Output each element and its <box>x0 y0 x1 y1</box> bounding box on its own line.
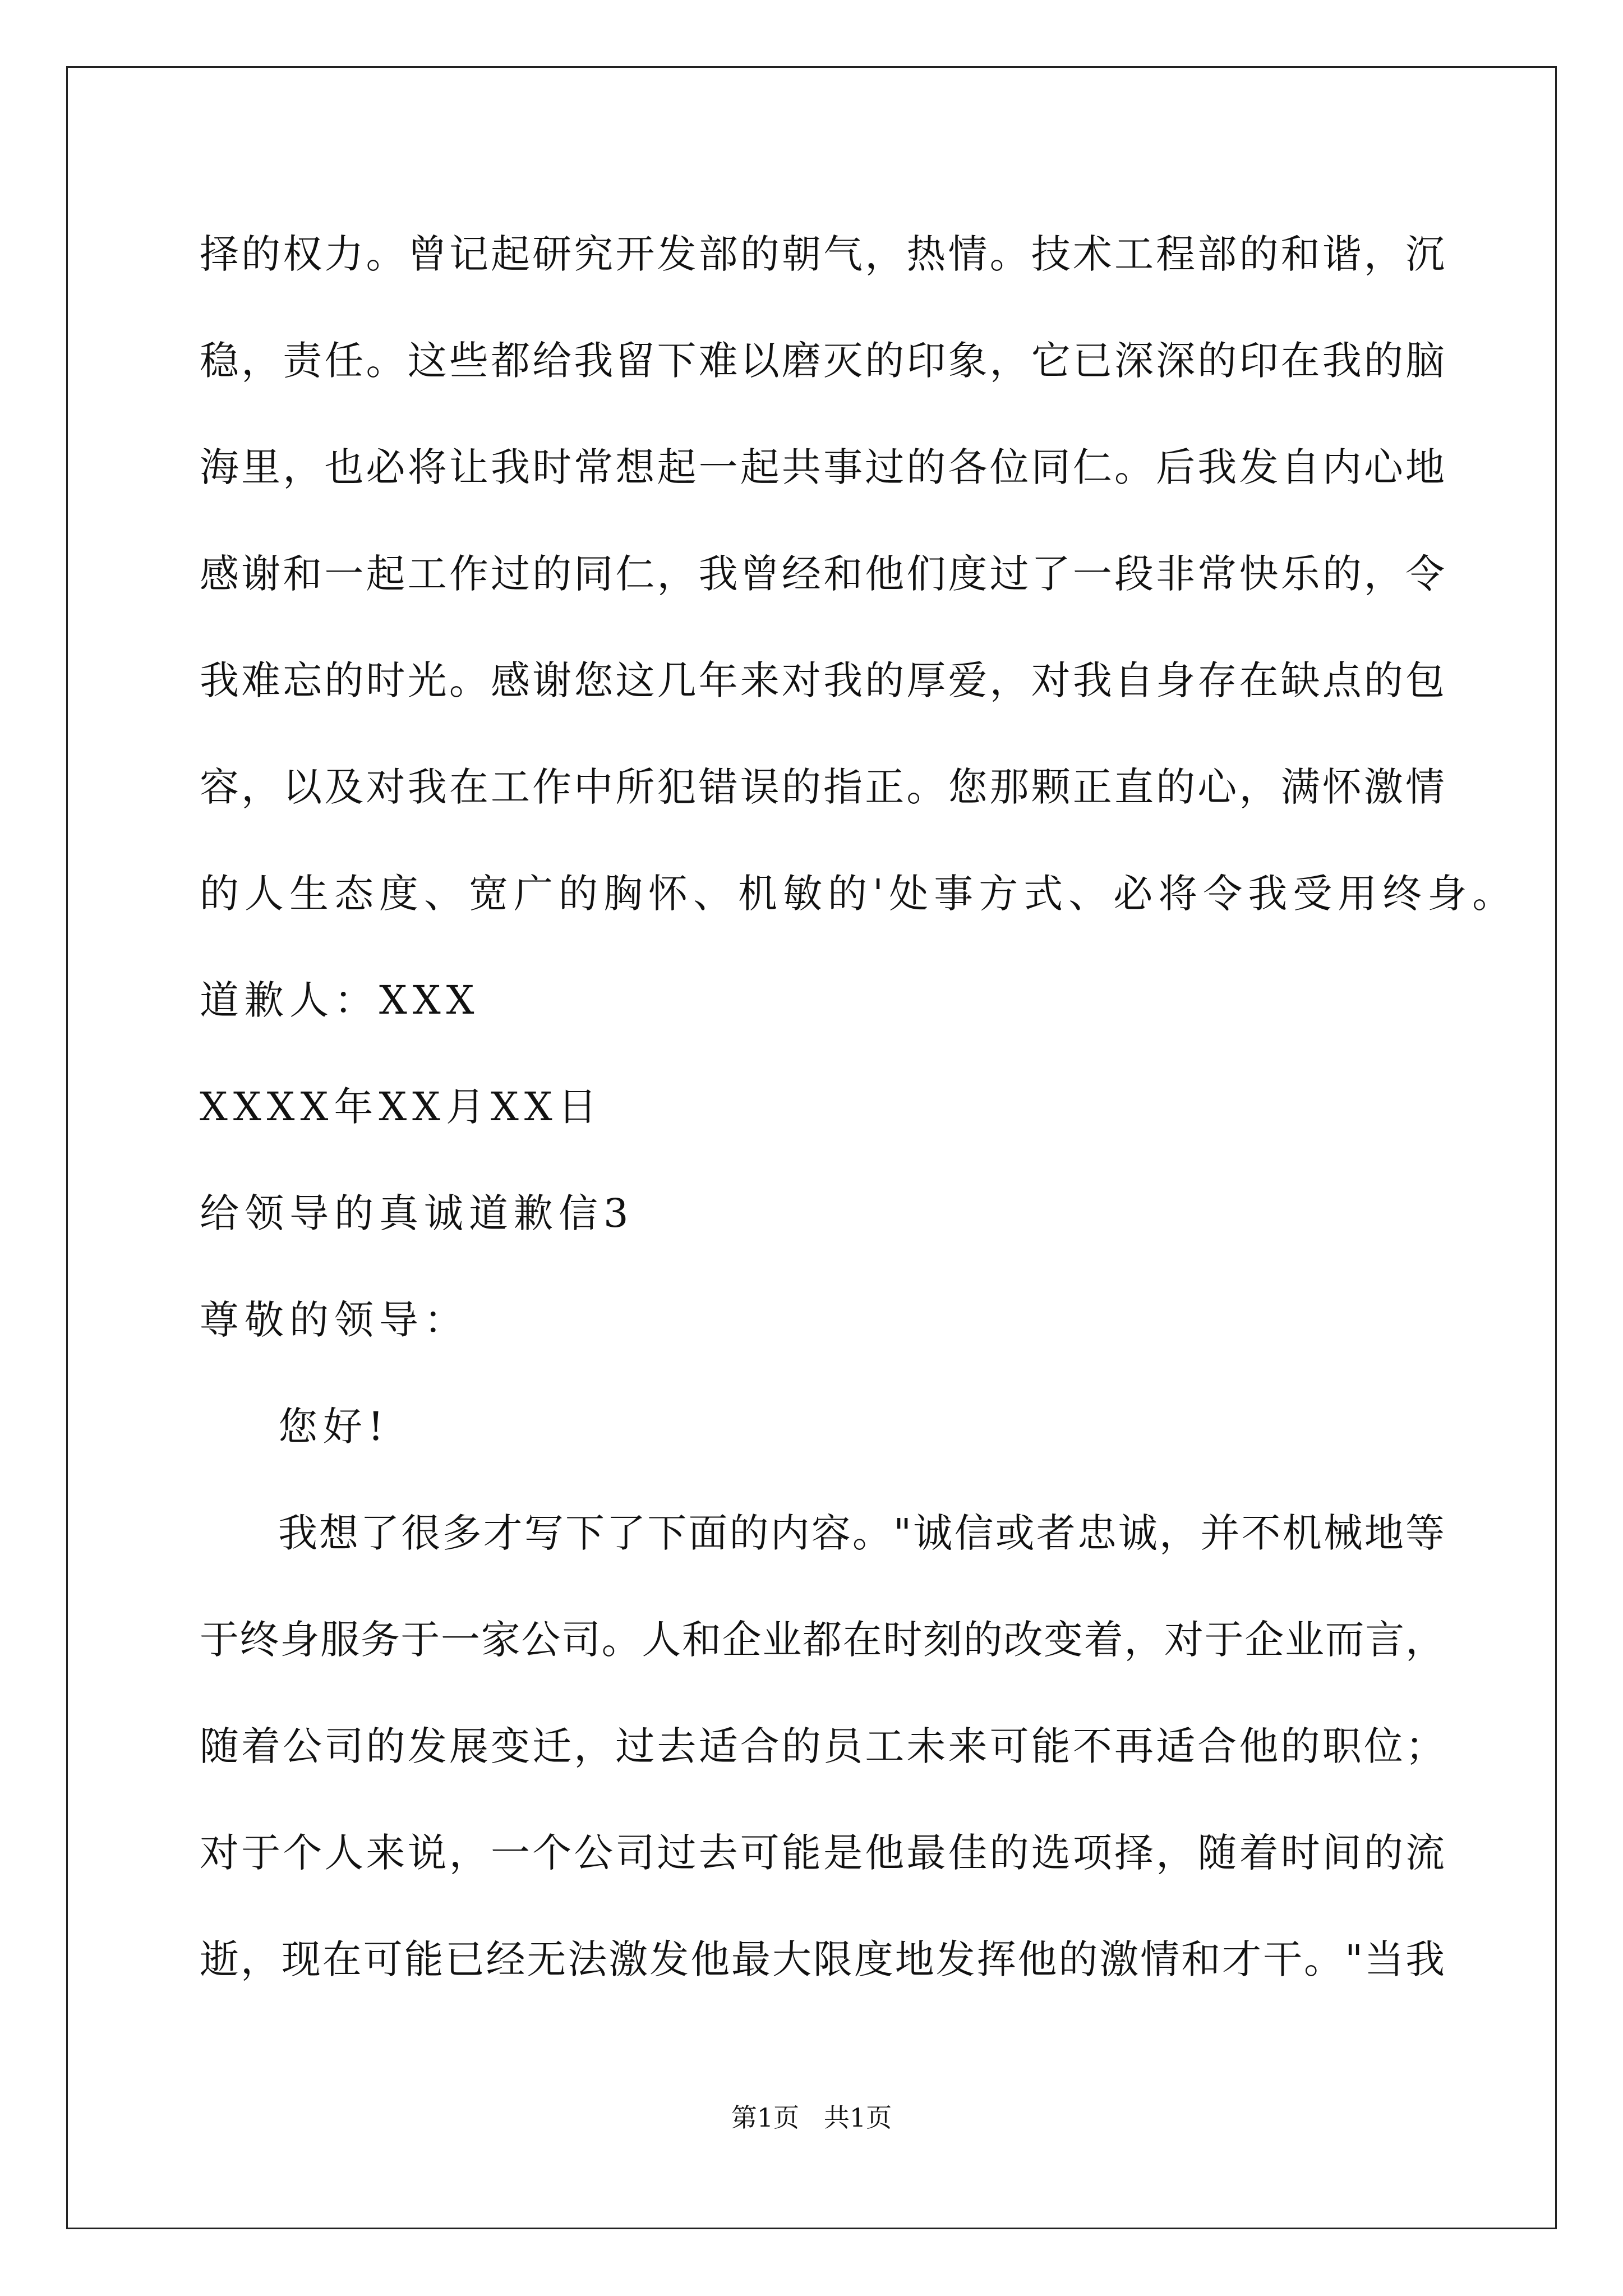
date-line: XXXX年XX月XX日 <box>200 1084 603 1130</box>
text-line: 我想了很多才写下了下面的内容。"诚信或者忠诚，并不机械地等 <box>278 1510 1445 1556</box>
document-body <box>200 209 1518 2021</box>
page-footer: 第1页 共1页 <box>731 2102 892 2133</box>
text-line: 择的权力。曾记起研究开发部的朝气，热情。技术工程部的和谐，沉 <box>200 231 1445 277</box>
text-line: 对于个人来说，一个公司过去可能是他最佳的选项择，随着时间的流 <box>200 1830 1445 1876</box>
text-line: 随着公司的发展变迁，过去适合的员工未来可能不再适合他的职位； <box>200 1723 1445 1769</box>
text-line: 海里，也必将让我时常想起一起共事过的各位同仁。后我发自内心地 <box>200 444 1445 490</box>
salutation: 尊敬的领导： <box>200 1297 469 1343</box>
text-line: 的人生态度、宽广的胸怀、机敏的'处事方式、必将令我受用终身。 <box>200 871 1518 917</box>
signature-line: 道歉人：XXX <box>200 977 480 1023</box>
text-line: 稳，责任。这些都给我留下难以磨灭的印象，它已深深的印在我的脑 <box>200 338 1445 384</box>
section-title: 给领导的真诚道歉信3 <box>200 1190 634 1236</box>
text-line: 于终身服务于一家公司。人和企业都在时刻的改变着，对于企业而言， <box>200 1617 1445 1663</box>
text-line: 感谢和一起工作过的同仁，我曾经和他们度过了一段非常快乐的，令 <box>200 551 1445 597</box>
text-line: 逝，现在可能已经无法激发他最大限度地发挥他的激情和才干。"当我 <box>200 1936 1445 1982</box>
greeting: 您好! <box>278 1404 390 1450</box>
text-line: 容，以及对我在工作中所犯错误的指正。您那颗正直的心，满怀激情 <box>200 764 1445 810</box>
text-line: 我难忘的时光。感谢您这几年来对我的厚爱，对我自身存在缺点的包 <box>200 657 1445 703</box>
